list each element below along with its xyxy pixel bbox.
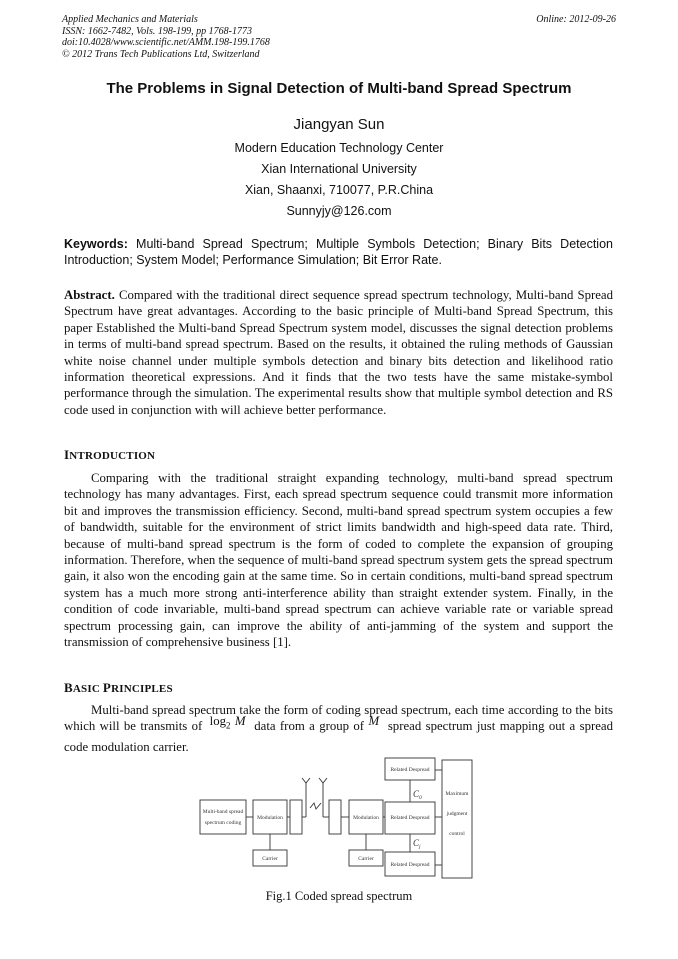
paper-title: The Problems in Signal Detection of Multi-band Spread Spectrum xyxy=(106,80,572,97)
cj-sub: j xyxy=(419,844,421,850)
log-symbol: log xyxy=(209,714,226,729)
affiliation-line-3: Xian, Shaanxi, 710077, P.R.China xyxy=(244,183,434,197)
online-date: Online: 2012-09-26 xyxy=(536,14,616,25)
introduction-text: Comparing with the traditional straight expanding technology, multi-band spread spectrum technology has many advantages. First, each spread spectrum sequence could transmit more information bit and improves the transmission efficiency. Second, multi-band spread spectrum system occupies a few of bandwidth, suitable for the environment of strict limits bandwidth and high-speed data rate. Third, because of multi-band spread spectrum is the form of coded to complete the expansion of grouping information. Therefore, when the sequence of multi-band spread spectrum system gets the spread spectrum gain, it also won the encoding gain at the same time. So in certain conditions, multi-band spread spectrum system has a much more strong anti-interference ability than straight extender system. Finally, in the condition of code invariable, multi-band spread spectrum can achieve variable rate or variable spread spectrum processing gain, can improve the ability of anti-jamming of the system and support the transmission of comprehensive business [1]. xyxy=(64,471,613,650)
affiliation-line-2: Xian International University xyxy=(261,162,417,176)
modulation-label-rx: Modulation xyxy=(353,815,379,821)
section-heading-basic-principles: BASIC PRINCIPLES xyxy=(64,680,173,695)
cj-label: C xyxy=(413,838,420,848)
max-label-2: judgment xyxy=(446,811,468,817)
related-label-mid: Related Despread xyxy=(390,815,430,821)
affiliation-line-1: Modern Education Technology Center xyxy=(234,141,444,155)
c0-label: C xyxy=(413,789,420,799)
abstract-label: Abstract. xyxy=(64,288,115,302)
amplifier-block-tx xyxy=(290,800,302,834)
journal-name: Applied Mechanics and Materials xyxy=(62,14,198,25)
source-block xyxy=(200,800,246,834)
abstract-text: Compared with the traditional direct sequence spread spectrum technology, Multi-band Spread Spectrum have great advantages. According to the basic principle of Multi-band Spread Spectrum, this paper Established the Multi-band Spread Spectrum system model, discusses the signal detection problems in terms of multi-band spread spectrum. Based on the results, it obtained the ruling methods of Gaussian white noise channel under multiple symbols detection and binary bits detection and likelihood ratio information theoretical expressions. And it finds that the two tests have the same mistake-symbol performance through the simulation. The experimental results show that multiple symbol detection and RS code used in conjunction with will achieve better performance. xyxy=(64,288,614,417)
copyright: © 2012 Trans Tech Publications Ltd, Switzerland xyxy=(62,48,260,60)
c0-sub: 0 xyxy=(419,795,422,801)
keywords-label: Keywords: xyxy=(64,237,128,251)
issn: ISSN: 1662-7482, Vols. 198-199, pp 1768-1773 xyxy=(62,25,252,37)
amplifier-block-rx xyxy=(329,800,341,834)
keywords-text: Multi-band Spread Spectrum; Multiple Symbols Detection; Binary Bits Detection Introduction; System Model; Performance Simulation; Bit Error Rate. xyxy=(64,237,613,267)
carrier-label-rx: Carrier xyxy=(358,856,374,862)
related-label-top: Related Despread xyxy=(390,767,430,773)
source-label-1: Multi-band spread xyxy=(202,809,244,815)
section-heading-introduction: INTRODUCTION xyxy=(64,447,156,462)
max-label-1: Maximum xyxy=(445,791,469,797)
doi: doi:10.4028/www.scientific.net/AMM.198-199.1768 xyxy=(62,37,270,48)
math-M: M xyxy=(234,714,246,729)
max-judgment-block xyxy=(442,760,472,878)
source-label-2: spectrum coding xyxy=(204,820,242,826)
math-M-2: M xyxy=(368,714,380,729)
max-label-3: control xyxy=(449,831,465,837)
author-email: Sunnyjy@126.com xyxy=(286,204,392,218)
related-label-bottom: Related Despread xyxy=(390,862,430,868)
author-name: Jiangyan Sun xyxy=(293,116,385,133)
basic-principles-text: Multi-band spread spectrum take the form of coding spread spectrum, each time according to the bits which will be transmits of $\log_2 M$ data from a group of M spread spectrum just mapping out a spread code modulation carrier. xyxy=(64,703,613,755)
carrier-label-tx: Carrier xyxy=(262,856,278,862)
figure-caption: Fig.1 Coded spread spectrum xyxy=(265,889,413,903)
modulation-label-tx: Modulation xyxy=(257,815,283,821)
